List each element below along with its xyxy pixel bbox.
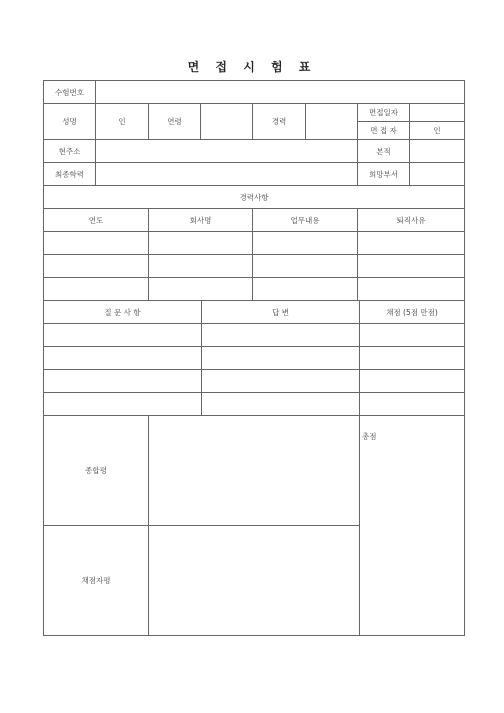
career-cell[interactable] xyxy=(44,278,149,301)
hometown-field[interactable] xyxy=(410,140,465,163)
summary-table xyxy=(43,415,465,636)
qa-cell[interactable] xyxy=(202,347,360,370)
career-cell[interactable] xyxy=(44,232,149,255)
qa-cell[interactable] xyxy=(44,393,202,416)
career-cell[interactable] xyxy=(149,278,253,301)
career-cell[interactable] xyxy=(358,278,465,301)
table-row xyxy=(44,393,465,416)
career-cell[interactable] xyxy=(253,232,358,255)
table-row xyxy=(44,278,465,301)
qa-header-score: 채점 (5점 만점) xyxy=(360,301,465,324)
age-field[interactable] xyxy=(201,104,253,140)
qa-cell[interactable] xyxy=(360,370,465,393)
qa-cell[interactable] xyxy=(44,347,202,370)
table-row xyxy=(44,324,465,347)
career-header-year: 연도 xyxy=(44,209,149,232)
career-cell[interactable] xyxy=(44,255,149,278)
qa-cell[interactable] xyxy=(360,324,465,347)
table-row xyxy=(44,255,465,278)
hometown-label: 본적 xyxy=(358,140,410,163)
qa-cell[interactable] xyxy=(360,393,465,416)
qa-cell[interactable] xyxy=(44,324,202,347)
qa-cell[interactable] xyxy=(202,324,360,347)
interviewer-label: 면 접 자 xyxy=(358,122,410,140)
career-cell[interactable] xyxy=(253,255,358,278)
education-field[interactable] xyxy=(96,163,358,186)
grader-comment-label: 채점자평 xyxy=(44,526,149,636)
total-label: 총점 xyxy=(362,432,377,441)
overall-field[interactable] xyxy=(149,416,360,526)
qa-header-answer: 답 변 xyxy=(202,301,360,324)
career-label: 경력 xyxy=(253,104,306,140)
career-cell[interactable] xyxy=(358,255,465,278)
career-cell[interactable] xyxy=(253,278,358,301)
education-label: 최종학력 xyxy=(44,163,96,186)
exam-no-field[interactable] xyxy=(96,81,465,104)
qa-cell[interactable] xyxy=(44,370,202,393)
qa-cell[interactable] xyxy=(360,347,465,370)
total-score-box[interactable] xyxy=(360,416,465,636)
table-row xyxy=(44,232,465,255)
applicant-info-table xyxy=(43,80,465,301)
qa-header-question: 질 문 사 항 xyxy=(44,301,202,324)
career-section-title: 경력사항 xyxy=(44,186,465,209)
age-label: 연령 xyxy=(149,104,201,140)
interviewer-seal[interactable]: 인 xyxy=(410,122,465,140)
overall-label: 종합평 xyxy=(44,416,149,526)
desired-dept-field[interactable] xyxy=(410,163,465,186)
qa-cell[interactable] xyxy=(202,393,360,416)
interview-date-label: 면접일자 xyxy=(358,104,410,122)
name-label: 성명 xyxy=(44,104,96,140)
page-title: 면 접 시 험 표 xyxy=(187,60,317,74)
desired-dept-label: 희망부서 xyxy=(358,163,410,186)
address-field[interactable] xyxy=(96,140,358,163)
interview-date-field[interactable] xyxy=(410,104,465,122)
career-header-reason: 퇴직사유 xyxy=(358,209,465,232)
table-row xyxy=(44,370,465,393)
career-cell[interactable] xyxy=(358,232,465,255)
career-cell[interactable] xyxy=(149,255,253,278)
name-field-seal[interactable]: 인 xyxy=(96,104,149,140)
table-row xyxy=(44,347,465,370)
career-cell[interactable] xyxy=(149,232,253,255)
address-label: 현주소 xyxy=(44,140,96,163)
exam-no-label: 수험번호 xyxy=(44,81,96,104)
career-field[interactable] xyxy=(306,104,358,140)
qa-cell[interactable] xyxy=(202,370,360,393)
grader-comment-field[interactable] xyxy=(149,526,360,636)
career-header-company: 회사명 xyxy=(149,209,253,232)
qa-table xyxy=(43,300,465,416)
career-header-duties: 업무내용 xyxy=(253,209,358,232)
